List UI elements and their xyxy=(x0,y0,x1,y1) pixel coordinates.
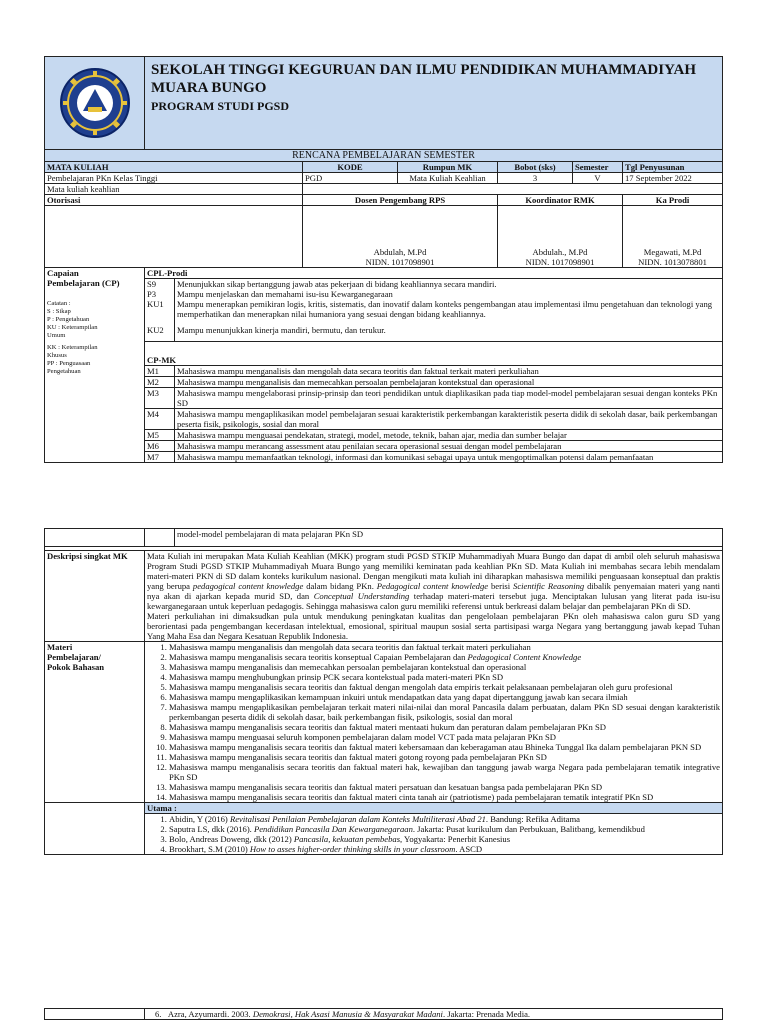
cpl-text: Mampu menerapkan pemikiran logis, kritis, sistematis, dan inovatif dalam konteks pengembangan atau implementasi ilmu pengetahuan dan teknologi yang memperhatikan dan menerapkan nilai humaniora yang sesuai dengan bidang keahliannya. xyxy=(175,299,723,319)
cpmk-text: Mahasiswa mampu mengaplikasikan model pembelajaran sesuai karakteristik perkembangan karakteristik peserta didik di sekolah dasar, baik perkembangan peserta fisik, psikologis, sosial dan moral xyxy=(175,409,723,430)
list-item: 12. Mahasiswa mampu menganalisis secara teoritis dan faktual materi hak, kewajiban dan tanggung jawab warga Negara pada pembelajaran tematik integrative PKn SD xyxy=(169,762,720,782)
signatory-koordinator-nidn: NIDN. 1017098901 xyxy=(525,257,595,267)
list-item: 9. Mahasiswa mampu menguasai seluruh komponen pembelajaran dalam model VCT pada mata pelajaran PKn SD xyxy=(169,732,720,742)
course-category: Mata kuliah keahlian xyxy=(45,184,303,195)
cpmk-code: M6 xyxy=(145,441,175,452)
list-item: 7. Mahasiswa mampu mengaplikasikan pembelajaran terkait materi nilai-nilai dan moral Pancasila dalam perbuatan, dalam PKn SD sesuai dengan karakteristik perkembangan peserta didik di sekolah dasar, baik perkembangan fisik, psikologis, sosial dan moral xyxy=(169,702,720,722)
cpmk-text: Mahasiswa mampu menganalisis dan mengolah data secara teoritis dan faktual terkait materi perkuliahan xyxy=(175,366,723,377)
course-bobot: 3 xyxy=(498,173,573,184)
list-item: 6. Mahasiswa mampu mengaplikasikan kemampuan inkuiri untuk mendapatkan data yang dapat dipertanggung jawab kan secara ilmiah xyxy=(169,692,720,702)
cpl-text: Menunjukkan sikap bertanggung jawab atas pekerjaan di bidang keahliannya secara mandiri. xyxy=(175,279,723,290)
list-item: 14. Mahasiswa mampu menganalisis secara teoritis dan faktual materi cinta tanah air (patriotisme) pada pembelajaran tematik integratif PKn SD xyxy=(169,792,720,802)
course-rumpun: Mata Kuliah Keahlian xyxy=(398,173,498,184)
role-kaprodi: Ka Prodi xyxy=(623,195,723,206)
signatory-dosen xyxy=(303,206,498,268)
deskripsi-label: Deskripsi singkat MK xyxy=(45,551,145,642)
role-koordinator: Koordinator RMK xyxy=(498,195,623,206)
reference-item: 1. Abidin, Y (2016) Revitalisasi Penilaian Pembelajaran dalam Konteks Multiliterasi Abad 21. Bandung: Refika Aditama xyxy=(169,814,720,824)
institution-name-line2: MUARA BUNGO xyxy=(151,80,267,96)
materi-label: Materi Pembelajaran/ Pokok Bahasan xyxy=(45,642,145,803)
institution-name-line1: SEKOLAH TINGGI KEGURUAN DAN ILMU PENDIDIKAN MUHAMMADIYAH xyxy=(151,62,697,78)
signatory-dosen-name: Abdulah, M.Pd xyxy=(373,247,427,257)
cpmk-text: Mahasiswa mampu merancang assessment atau penilaian secara operasional sesuai dengan model pembelajaran xyxy=(175,441,723,452)
program-name: PROGRAM STUDI PGSD xyxy=(151,99,290,113)
cpmk-text: Mahasiswa mampu memanfaatkan teknologi, informasi dan komunikasi sebagai upaya untuk mengoptimalkan potensi dalam pemanfaatan xyxy=(175,452,723,463)
cpmk-code: M2 xyxy=(145,377,175,388)
deskripsi-paragraph-1: Mata Kuliah ini merupakan Mata Kuliah Keahlian (MKK) program studi PGSD STKIP Muhammadiyah Muara Bungo dan dapat di ambil oleh seluruh mahasiswa Program Studi PGSD STKIP Muhammadiyah Muara Bungo yang memiliki keminatan pada keahlian PKn SD. Mata Kuliah ini membahas secara lebih mendalam materi-materi PKN di SD dalam konteks kurikulum nasional. Dengan mengikuti mata kuliah ini diharapkan mahasiswa memiliki penguasaan konseptual dan praktis yang berupa pedagogical content knowledge dalam bidang PKn. Pedagogical content knowledge berisi Scientific Reasoning dibalik penyemaian materi yang nanti nya akan di ajarkan kepada murid SD, dan Conceptual Understanding terhadap materi-materi tersebut juga. Menciptakan lulusan yang literat pada isu-isu kewarganegaraan untuk keperluan pedagogis. Sehingga mahasiswa calon guru memiliki referensi untuk berkreasi dalam belajar dan pembelajaran PKn di SD. xyxy=(147,551,720,611)
course-semester: V xyxy=(573,173,623,184)
list-item: 13. Mahasiswa mampu menganalisis secara teoritis dan faktual materi persatuan dan kesatuan bangsa pada pembelajaran PKn SD xyxy=(169,782,720,792)
cpl-text: Mampu menunjukkan kinerja mandiri, bermutu, dan terukur. xyxy=(175,319,723,341)
cpl-code: KU2 xyxy=(145,319,175,341)
col-header-rumpun: Rumpun MK xyxy=(398,162,498,173)
reference-item: 4. Brookhart, S.M (2010) How to asses higher-order thinking skills in your classroom. ASCD xyxy=(169,844,720,854)
course-name: Pembelajaran PKn Kelas Tinggi xyxy=(45,173,303,184)
reference-item: 2. Saputra LS, dkk (2016). Pendidikan Pancasila Dan Kewarganegaraan. Jakarta: Pusat kurikulum dan Perbukuan, Balitbang, kemendikbud xyxy=(169,824,720,834)
signatory-koordinator-name: Abdulah., M.Pd xyxy=(532,247,588,257)
list-item: 4. Mahasiswa mampu menghubungkan prinsip PCK secara kontekstual pada materi-materi PKn SD xyxy=(169,672,720,682)
rps-page-2 xyxy=(44,528,723,855)
course-code: PGD xyxy=(303,173,398,184)
institution-header xyxy=(145,57,723,150)
course-date: 17 September 2022 xyxy=(623,173,723,184)
cpl-code: S9 xyxy=(145,279,175,290)
col-header-mata-kuliah: MATA KULIAH xyxy=(45,162,303,173)
cpmk-code: M7 xyxy=(145,452,175,463)
list-item: 11. Mahasiswa mampu menganalisis secara teoritis dan faktual materi gotong royong pada pembelajaran PKn SD xyxy=(169,752,720,762)
signatory-dosen-nidn: NIDN. 1017098901 xyxy=(365,257,435,267)
col-header-bobot: Bobot (sks) xyxy=(498,162,573,173)
rps-page-3 xyxy=(44,1008,723,1020)
col-header-kode: KODE xyxy=(303,162,398,173)
cpl-text: Mampu menjelaskan dan memahami isu-isu Kewarganegaraan xyxy=(175,289,723,299)
list-item: 3. Mahasiswa mampu menganalisis dan memecahkan persoalan pembelajaran kontekstual dan operasional xyxy=(169,662,720,672)
utama-label: Utama : xyxy=(145,803,723,814)
cpmk-title: CP-MK xyxy=(145,355,723,366)
cpmk-text: Mahasiswa mampu menguasai pendekatan, strategi, model, metode, teknik, bahan ajar, media dan sumber belajar xyxy=(175,430,723,441)
list-item: 1. Mahasiswa mampu menganalisis dan mengolah data secara teoritis dan faktual terkait materi perkuliahan xyxy=(169,642,720,652)
logo-cell xyxy=(45,57,145,150)
capaian-label-line1: Capaian xyxy=(47,268,79,278)
materi-list xyxy=(147,642,720,802)
cpl-title: CPL-Prodi xyxy=(145,268,723,279)
role-dosen: Dosen Pengembang RPS xyxy=(303,195,498,206)
signatory-kaprodi xyxy=(623,206,723,268)
document-title: RENCANA PEMBELAJARAN SEMESTER xyxy=(45,150,723,162)
cpmk-text: Mahasiswa mampu mengelaborasi prinsip-prinsip dan teori pendidikan untuk diaplikasikan pada tiap model-model pembelajaran sesuai dengan konteks PKn SD xyxy=(175,388,723,409)
col-header-tgl: Tgl Penyusunan xyxy=(623,162,723,173)
deskripsi-text xyxy=(145,551,723,642)
list-item: 8. Mahasiswa mampu menganalisis secara teoritis dan faktual materi mentaati hukum dan peraturan dalam pembelajaran PKn SD xyxy=(169,722,720,732)
col-header-semester: Semester xyxy=(573,162,623,173)
signatory-kaprodi-nidn: NIDN. 1013078801 xyxy=(638,257,707,267)
materi-list-cell xyxy=(145,642,723,803)
cpl-code: P3 xyxy=(145,289,175,299)
cpmk-code: M1 xyxy=(145,366,175,377)
rps-page-1 xyxy=(44,56,723,463)
references-list xyxy=(147,814,720,854)
list-item: 5. Mahasiswa mampu menganalisis secara teoritis dan faktual dengan mengolah data empiris terkait pelaksanaan pembelajaran oleh guru profesional xyxy=(169,682,720,692)
cpmk-text: Mahasiswa mampu menganalisis dan memecahkan persoalan pembelajaran kontekstual dan operasional xyxy=(175,377,723,388)
capaian-label-cell xyxy=(45,268,145,463)
signatory-kaprodi-name: Megawati, M.Pd xyxy=(643,247,702,257)
deskripsi-paragraph-2: Materi perkuliahan ini dimaksudkan pula untuk mendukung peningkatan kualitas dan pengelolaan pembelajaran PKn oleh mahasiswa calon guru SD yang berorientasi pada pengembangan kecerdasan intelektual, emosional, spiritual maupun sosial serta partisipasi warga Negara yang bertanggung jawab kepad Tuhan Yang Maha Esa dan Negara Kesatuan Republik Indonesia. xyxy=(147,611,720,641)
capaian-label-line2: Pembelajaran (CP) xyxy=(47,278,120,288)
list-item: 2. Mahasiswa mampu menganalisis secara teoritis konseptual Capaian Pembelajaran dan Pedagogical Content Knowledge xyxy=(169,652,720,662)
otorisasi-label: Otorisasi xyxy=(45,195,303,206)
cpmk-code: M5 xyxy=(145,430,175,441)
references-cell xyxy=(145,814,723,855)
signatory-koordinator xyxy=(498,206,623,268)
cpmk-continuation: model-model pembelajaran di mata pelajaran PKn SD xyxy=(175,529,723,547)
list-item: 10. Mahasiswa mampu menganalisis secara teoritis dan faktual materi kebersamaan dan keberagaman atau Bhineka Tunggal Ika dalam pembelajaran PKN SD xyxy=(169,742,720,752)
cpmk-code: M3 xyxy=(145,388,175,409)
reference-item: 3. Bolo, Andreas Doweng, dkk (2012) Pancasila, kekuatan pembebas, Yogyakarta: Penerbit Kanesius xyxy=(169,834,720,844)
cpl-code: KU1 xyxy=(145,299,175,319)
university-logo-icon xyxy=(59,67,131,139)
reference-item: 6. Azra, Azyumardi. 2003. Demokrasi, Hak Asasi Manusia & Masyarakat Madani. Jakarta: Prenada Media. xyxy=(145,1009,723,1020)
capaian-notes: Catatan : S : Sikap P : Pengetahuan KU : Keterampilan Umum KK : Keterampilan Khusus PP : Penguasaan Pengetahuan xyxy=(47,300,98,375)
cpmk-code: M4 xyxy=(145,409,175,430)
